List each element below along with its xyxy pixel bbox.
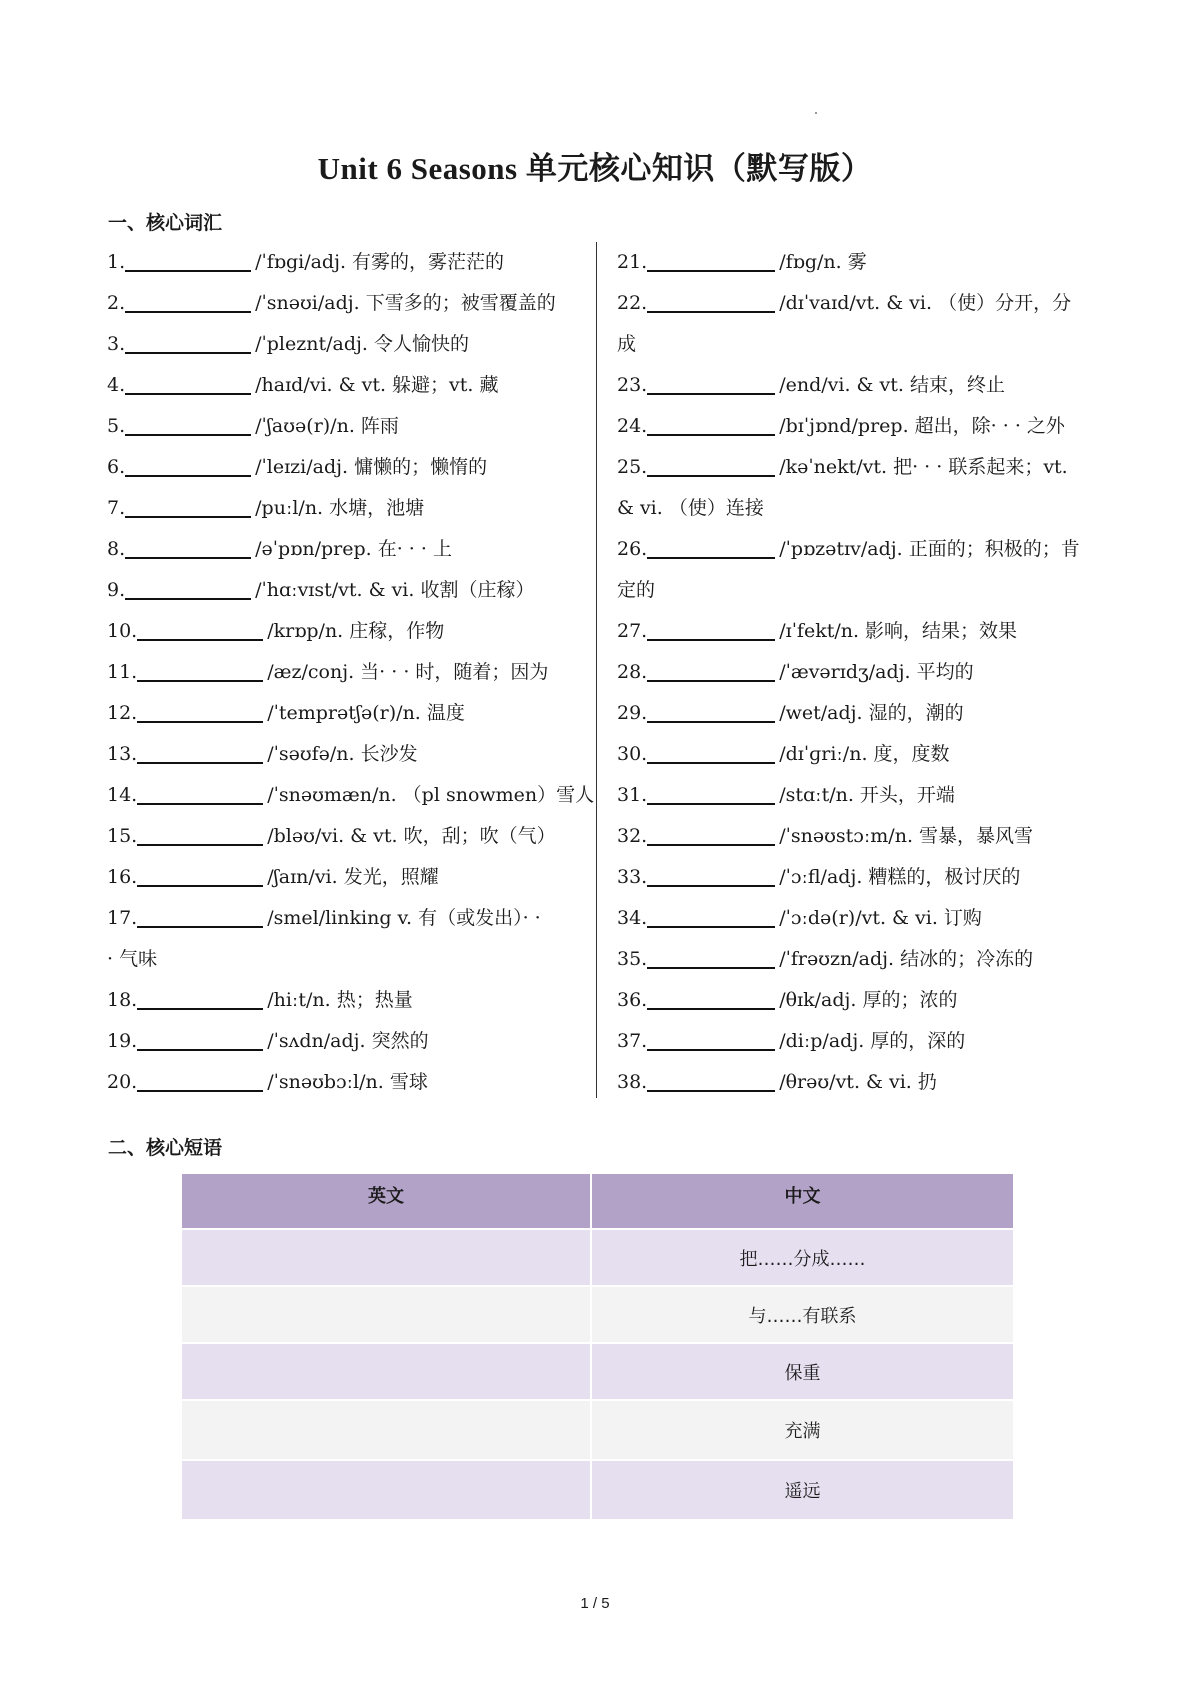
answer-blank[interactable] (647, 250, 775, 272)
vocab-number: 38. (617, 1071, 648, 1093)
column-divider (596, 242, 597, 1098)
vocab-definition: /ʃaɪn/vi. 发光，照耀 (267, 866, 439, 888)
vocab-definition: /smel/linking v. 有（或发出）· · (267, 907, 541, 929)
answer-blank[interactable] (125, 578, 251, 600)
answer-blank[interactable] (137, 1029, 263, 1051)
vocab-item (617, 734, 1080, 775)
vocab-definition: /ˈsəʊfə/n. 长沙发 (267, 743, 418, 765)
table-row (181, 1286, 1014, 1343)
vocab-item (107, 980, 594, 1021)
vocab-item (617, 283, 1080, 324)
vocab-number: 18. (107, 989, 138, 1011)
answer-blank[interactable] (125, 373, 251, 395)
vocab-item (107, 611, 594, 652)
vocab-item (617, 693, 1080, 734)
answer-blank[interactable] (647, 824, 775, 846)
vocab-number: 23. (617, 374, 648, 396)
vocab-item-continuation: 成 (617, 333, 637, 355)
answer-blank[interactable] (125, 414, 251, 436)
vocab-number: 7. (107, 497, 126, 519)
answer-blank[interactable] (137, 742, 263, 764)
vocab-definition: /diːp/adj. 厚的，深的 (779, 1030, 966, 1052)
vocab-definition: /ˈsnəʊi/adj. 下雪多的；被雪覆盖的 (255, 292, 556, 314)
vocab-number: 2. (107, 292, 126, 314)
vocab-definition: /ˈɔːfl/adj. 糟糕的，极讨厌的 (779, 866, 1021, 888)
answer-blank[interactable] (647, 865, 775, 887)
vocab-item (107, 898, 594, 939)
vocab-item (617, 980, 1080, 1021)
table-row (181, 1229, 1014, 1286)
vocab-item (107, 652, 594, 693)
vocab-item (107, 775, 594, 816)
vocab-item (617, 447, 1080, 488)
answer-blank[interactable] (137, 660, 263, 682)
vocab-item-continuation: & vi. （使）连接 (617, 497, 764, 519)
vocab-list-right (617, 242, 1080, 1103)
vocab-definition: /ˈhɑːvɪst/vt. & vi. 收割（庄稼） (255, 579, 535, 601)
phrase-table (180, 1172, 1015, 1521)
vocab-definition: /ˈpleznt/adj. 令人愉快的 (255, 333, 469, 355)
vocab-number: 3. (107, 333, 126, 355)
vocab-definition: /dɪˈɡriː/n. 度，度数 (779, 743, 950, 765)
vocab-item (617, 775, 1080, 816)
vocab-definition: /bɪˈjɒnd/prep. 超出，除· · · 之外 (779, 415, 1065, 437)
column-header-chinese: 中文 (591, 1173, 1014, 1229)
vocab-number: 29. (617, 702, 648, 724)
answer-blank[interactable] (647, 701, 775, 723)
answer-blank[interactable] (647, 660, 775, 682)
vocab-definition: /ˈævərɪdʒ/adj. 平均的 (779, 661, 974, 683)
vocab-item (617, 1021, 1080, 1062)
vocab-number: 25. (617, 456, 648, 478)
vocab-item (107, 1021, 594, 1062)
vocab-number: 27. (617, 620, 648, 642)
answer-blank[interactable] (137, 619, 263, 641)
vocab-definition: /krɒp/n. 庄稼，作物 (267, 620, 445, 642)
vocab-definition: /ˈpɒzətɪv/adj. 正面的；积极的；肯 (779, 538, 1080, 560)
english-answer-cell[interactable] (181, 1286, 591, 1343)
vocab-number: 37. (617, 1030, 648, 1052)
answer-blank[interactable] (137, 988, 263, 1010)
vocab-number: 4. (107, 374, 126, 396)
table-row (181, 1343, 1014, 1400)
vocab-number: 32. (617, 825, 648, 847)
vocab-definition: /fɒg/n. 雾 (779, 251, 867, 273)
stray-dot (815, 112, 817, 114)
answer-blank[interactable] (137, 701, 263, 723)
vocab-item (617, 1062, 1080, 1103)
vocab-number: 14. (107, 784, 138, 806)
vocab-number: 10. (107, 620, 138, 642)
vocab-definition: /θrəʊ/vt. & vi. 扔 (779, 1071, 937, 1093)
vocab-item (107, 406, 594, 447)
vocab-definition: /hiːt/n. 热；热量 (267, 989, 413, 1011)
vocab-list-left (107, 242, 594, 1103)
vocab-item (617, 242, 1080, 283)
vocab-number: 21. (617, 251, 648, 273)
answer-blank[interactable] (137, 1070, 263, 1092)
answer-blank[interactable] (647, 291, 775, 313)
vocab-definition: /kəˈnekt/vt. 把· · · 联系起来；vt. (779, 456, 1068, 478)
vocab-item (107, 283, 594, 324)
section-heading-phrases: 二、核心短语 (108, 1137, 223, 1159)
vocab-item (617, 939, 1080, 980)
answer-blank[interactable] (125, 496, 251, 518)
vocab-item (107, 529, 594, 570)
answer-blank[interactable] (125, 537, 251, 559)
vocab-definition: /puːl/n. 水塘，池塘 (255, 497, 425, 519)
vocab-definition: /ˈleɪzi/adj. 慵懒的；懒惰的 (255, 456, 488, 478)
vocab-definition: /bləʊ/vi. & vt. 吹，刮；吹（气） (267, 825, 556, 847)
vocab-number: 36. (617, 989, 648, 1011)
vocab-definition: /dɪˈvaɪd/vt. & vi. （使）分开，分 (779, 292, 1072, 314)
vocab-number: 6. (107, 456, 126, 478)
chinese-cell: 与……有联系 (591, 1286, 1014, 1343)
answer-blank[interactable] (647, 373, 775, 395)
answer-blank[interactable] (647, 988, 775, 1010)
answer-blank[interactable] (125, 332, 251, 354)
answer-blank[interactable] (647, 742, 775, 764)
vocab-number: 13. (107, 743, 138, 765)
vocab-item (617, 898, 1080, 939)
vocab-number: 33. (617, 866, 648, 888)
vocab-definition: /əˈpɒn/prep. 在· · · 上 (255, 538, 452, 560)
page-number: 1 / 5 (580, 1595, 610, 1612)
vocab-definition: /ˈsnəʊmæn/n. （pl snowmen）雪人 (267, 784, 595, 806)
answer-blank[interactable] (647, 537, 775, 559)
chinese-cell: 遥远 (591, 1460, 1014, 1520)
chinese-cell: 保重 (591, 1343, 1014, 1400)
vocab-item (107, 857, 594, 898)
vocab-definition: /ˈʃaʊə(r)/n. 阵雨 (255, 415, 399, 437)
vocab-number: 8. (107, 538, 126, 560)
vocab-item-continuation: · 气味 (107, 948, 158, 970)
table-row (181, 1460, 1014, 1520)
vocab-number: 35. (617, 948, 648, 970)
vocab-item (107, 693, 594, 734)
answer-blank[interactable] (647, 414, 775, 436)
vocab-definition: /haɪd/vi. & vt. 躲避；vt. 藏 (255, 374, 499, 396)
vocab-definition: /wet/adj. 湿的，潮的 (779, 702, 964, 724)
vocab-definition: /ˈsnəʊbɔːl/n. 雪球 (267, 1071, 428, 1093)
vocab-item (617, 406, 1080, 447)
answer-blank[interactable] (647, 906, 775, 928)
vocab-item (107, 447, 594, 488)
vocab-item (107, 1062, 594, 1103)
answer-blank[interactable] (137, 824, 263, 846)
answer-blank[interactable] (137, 865, 263, 887)
vocab-number: 1. (107, 251, 126, 273)
vocab-definition: /ˈfɒgi/adj. 有雾的，雾茫茫的 (255, 251, 505, 273)
page-title: Unit 6 Seasons 单元核心知识（默写版） (317, 151, 873, 186)
vocab-definition: /ˈfrəʊzn/adj. 结冰的；冷冻的 (779, 948, 1034, 970)
section-heading-vocab: 一、核心词汇 (108, 212, 223, 234)
chinese-cell: 把……分成…… (591, 1229, 1014, 1286)
vocab-number: 28. (617, 661, 648, 683)
vocab-item (107, 570, 594, 611)
vocab-definition: /stɑːt/n. 开头，开端 (779, 784, 955, 806)
vocab-number: 22. (617, 292, 648, 314)
vocab-definition: /θɪk/adj. 厚的；浓的 (779, 989, 958, 1011)
vocab-definition: /ˈsnəʊstɔːm/n. 雪暴，暴风雪 (779, 825, 1034, 847)
vocab-number: 9. (107, 579, 126, 601)
answer-blank[interactable] (647, 455, 775, 477)
vocab-item (107, 816, 594, 857)
vocab-item (107, 242, 594, 283)
vocab-item (107, 365, 594, 406)
english-answer-cell[interactable] (181, 1400, 591, 1460)
vocab-item (107, 324, 594, 365)
english-answer-cell[interactable] (181, 1460, 591, 1520)
vocab-number: 30. (617, 743, 648, 765)
english-answer-cell[interactable] (181, 1343, 591, 1400)
vocab-item-continuation: 定的 (617, 579, 656, 601)
vocab-number: 31. (617, 784, 648, 806)
vocab-number: 19. (107, 1030, 138, 1052)
vocab-number: 12. (107, 702, 138, 724)
vocab-item (617, 365, 1080, 406)
answer-blank[interactable] (137, 906, 263, 928)
vocab-definition: /ˈɔːdə(r)/vt. & vi. 订购 (779, 907, 982, 929)
answer-blank[interactable] (137, 783, 263, 805)
answer-blank[interactable] (125, 250, 251, 272)
vocab-number: 17. (107, 907, 138, 929)
vocab-item (617, 652, 1080, 693)
english-answer-cell[interactable] (181, 1229, 591, 1286)
vocab-item (107, 488, 594, 529)
vocab-definition: /ˈtemprətʃə(r)/n. 温度 (267, 702, 465, 724)
vocab-definition: /æz/conj. 当· · · 时，随着；因为 (267, 661, 549, 683)
answer-blank[interactable] (125, 455, 251, 477)
answer-blank[interactable] (647, 783, 775, 805)
vocab-number: 20. (107, 1071, 138, 1093)
vocab-number: 15. (107, 825, 138, 847)
vocab-number: 24. (617, 415, 648, 437)
vocab-number: 34. (617, 907, 648, 929)
answer-blank[interactable] (647, 619, 775, 641)
vocab-number: 5. (107, 415, 126, 437)
vocab-number: 26. (617, 538, 648, 560)
vocab-definition: /ˈsʌdn/adj. 突然的 (267, 1030, 429, 1052)
column-header-english: 英文 (181, 1173, 591, 1229)
vocab-definition: /ɪˈfekt/n. 影响，结果；效果 (779, 620, 1018, 642)
table-header-row (181, 1173, 1014, 1229)
answer-blank[interactable] (647, 1029, 775, 1051)
vocab-item (617, 611, 1080, 652)
vocab-definition: /end/vi. & vt. 结束，终止 (779, 374, 1005, 396)
answer-blank[interactable] (647, 1070, 775, 1092)
table-row (181, 1400, 1014, 1460)
answer-blank[interactable] (647, 947, 775, 969)
vocab-number: 16. (107, 866, 138, 888)
vocab-item (617, 529, 1080, 570)
vocab-item (617, 857, 1080, 898)
vocab-item (107, 734, 594, 775)
vocab-item (617, 816, 1080, 857)
chinese-cell: 充满 (591, 1400, 1014, 1460)
answer-blank[interactable] (125, 291, 251, 313)
vocab-number: 11. (107, 661, 138, 683)
